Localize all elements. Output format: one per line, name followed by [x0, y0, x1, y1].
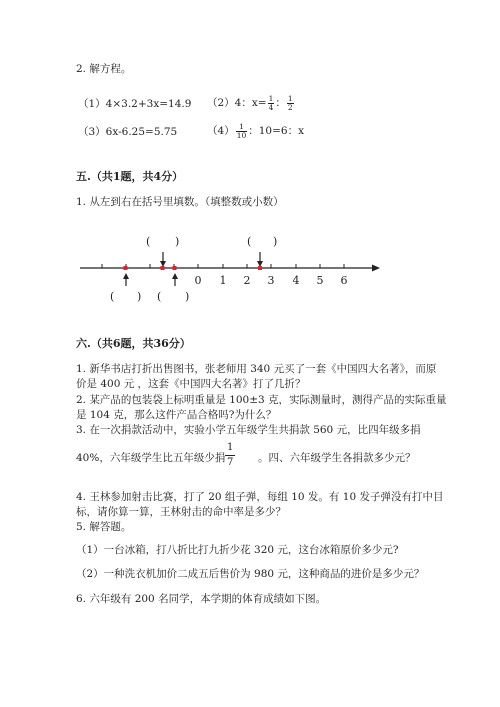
q3-fraction: $\frac{1}{7}$: [227, 442, 234, 468]
q3-line-2-a: 40%，六年级学生比五年级少捐: [76, 452, 226, 464]
equation-1: （1）4×3.2+3x=14.9: [78, 98, 192, 110]
q2-line-1: 2. 某产品的包装袋上标明重量是 100±3 克，实际测量时，测得产品的实际重量: [76, 394, 447, 406]
blank-above-right: (: [247, 235, 252, 248]
blank-below-left-close: ): [137, 290, 142, 303]
arrow-up-right-head: [172, 273, 178, 279]
q4-line-1: 4. 王林参加射击比赛，打了 20 组子弹，每组 10 发。有 10 发子弹没有打中目: [76, 491, 444, 503]
blank-below-right: (: [157, 290, 162, 303]
tick-label-4: 4: [292, 274, 300, 287]
q5-part-1: （1）一台冰箱，打八折比打九折少花 320 元，这台冰箱原价多少元?: [76, 544, 399, 556]
equation-4: （4） $\frac{1}{10}$ ：10=6：x: [207, 122, 304, 140]
q3-line-1: 3. 在一次捐款活动中，实验小学五年级学生共捐款 560 元，比四年级多捐: [76, 424, 421, 436]
tick-label-0: 0: [194, 274, 202, 287]
fraction: $\frac{1}{4}$: [268, 94, 274, 112]
section-5-question-1: 1. 从左到右在括号里填数。（填整数或小数）: [76, 196, 284, 208]
q1-line-1: 1. 新华书店打折出售图书，张老师用 340 元买了一套《中国四大名著》，而原: [76, 363, 437, 375]
equation-2: （2）4：x= $\frac{1}{4}$ ： $\frac{1}{2}$: [207, 94, 293, 112]
number-line-arrowhead: [372, 265, 380, 272]
q5-part-2: （2）一种洗衣机加价二成五后售价为 980 元，这种商品的进价是多少元？: [76, 568, 425, 580]
tick-label-3: 3: [267, 274, 275, 287]
tick-label-2: 2: [243, 274, 251, 287]
q4-line-2: 标，请你算一算，王林射击的命中率是多少？: [76, 506, 286, 518]
marker-b: [161, 266, 165, 270]
arrow-up-left-head: [123, 273, 129, 279]
blank-above-right-close: ): [273, 235, 278, 248]
q5-title: 5. 解答题。: [76, 521, 132, 533]
blank-above-left-close: ): [175, 235, 180, 248]
equation-3: （3）6x-6.25=5.75: [78, 126, 178, 138]
q6: 6. 六年级有 200 名同学，本学期的体育成绩如下图。: [76, 593, 327, 605]
tick-label-1: 1: [219, 274, 227, 287]
marker-a: [124, 266, 128, 270]
section-6-heading: 六.（共6题，共36分）: [76, 337, 191, 350]
fraction: $\frac{1}{2}$: [287, 94, 293, 112]
tick-labels: [195, 274, 348, 287]
marker-d: [258, 266, 262, 270]
section-5-heading: 五.（共1题，共4分）: [76, 170, 184, 183]
question-2-title: 2. 解方程。: [76, 63, 132, 75]
tick-label-6: 6: [340, 274, 348, 287]
fraction: $\frac{1}{10}$: [236, 122, 247, 140]
marker-c: [173, 266, 177, 270]
blank-above-left: (: [146, 235, 151, 248]
q3-line-2-b: 。四、六年级学生各捐款多少元？: [258, 452, 416, 464]
number-line-diagram: [0, 0, 500, 320]
blank-below-left: (: [110, 290, 115, 303]
q2-line-2: 是 104 克，那么这件产品合格吗?为什么？: [76, 409, 277, 421]
q1-line-2: 价是 400 元 ，这套《中国四大名著》打了几折？: [76, 378, 306, 390]
blank-below-right-close: ): [185, 290, 190, 303]
tick-label-5: 5: [316, 274, 324, 287]
